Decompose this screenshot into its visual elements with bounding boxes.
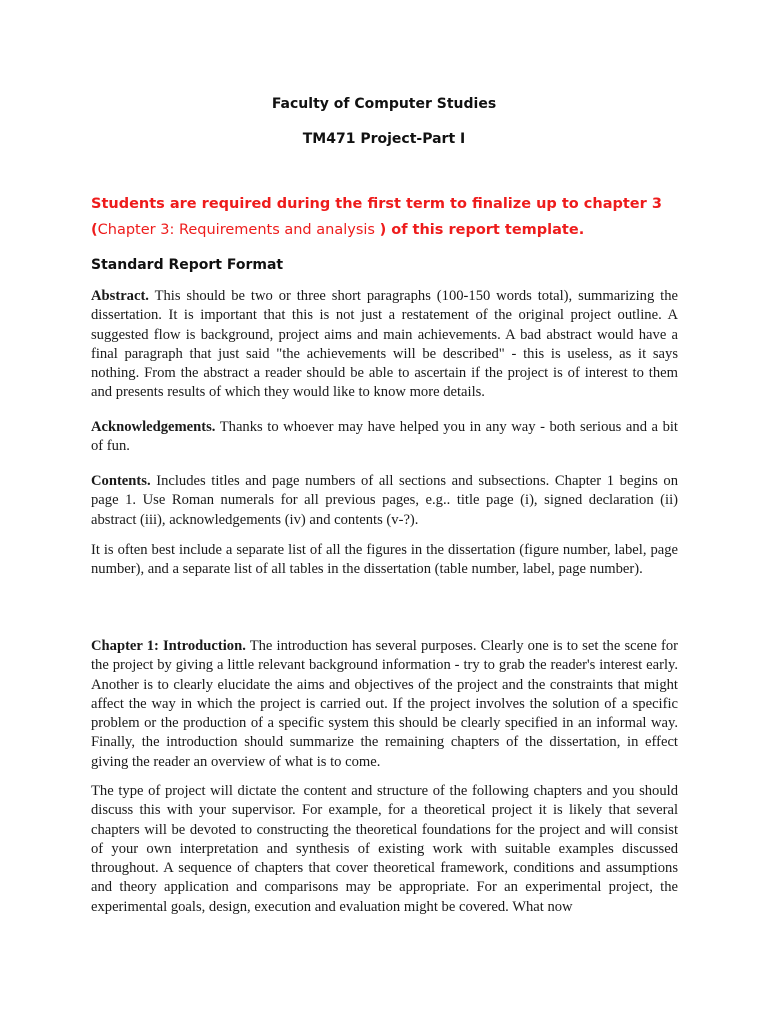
project-type-paragraph: [91, 782, 678, 917]
figures-paragraph: [91, 541, 678, 580]
figures-text: It is often best include a separate list of all the figures in the dissertation (figure number, label, page number), and a separate list of all tables in the dissertation (table number, label, page number).: [91, 542, 678, 578]
requirement-notice: [91, 191, 691, 243]
acknowledgements-text: Thanks to whoever may have helped you in any way - both serious and a bit of fun.: [91, 419, 678, 455]
notice-part-3: ) of this report template.: [379, 222, 585, 238]
chapter1-term: Chapter 1: Introduction.: [91, 638, 246, 654]
contents-term: Contents.: [91, 473, 151, 489]
contents-paragraph: [91, 472, 678, 530]
chapter1-paragraph: [91, 637, 678, 772]
contents-text: Includes titles and page numbers of all sections and subsections. Chapter 1 begins on page 1. Use Roman numerals for all previous pages, e.g.. title page (i), signed declaration (ii) abstract (iii), acknowledgements (iv) and contents (v-?).: [91, 473, 678, 528]
chapter1-text: The introduction has several purposes. Clearly one is to set the scene for the project by giving a little relevant background information - try to grab the reader's interest early. Another is to clearly elucidate the aims and objectives of the project and the constraints that might affect the way in which the project is carried out. If the project involves the solution of a specific problem or the production of a specific system this should be clearly specified in an informal way. Finally, the introduction should summarize the remaining chapters of the dissertation, in effect giving the reader an overview of what is to come.: [91, 638, 678, 770]
notice-part-1: Students are required during the first term to finalize up to chapter 3 (: [91, 196, 662, 238]
faculty-title: Faculty of Computer Studies: [271, 96, 497, 112]
notice-part-2: Chapter 3: Requirements and analysis: [97, 222, 380, 238]
course-title: TM471 Project-Part I: [302, 131, 466, 147]
abstract-text: This should be two or three short paragraphs (100-150 words total), summarizing the dissertation. It is important that this is not just a restatement of the original project outline. A suggested flow is background, project aims and main achievements. A bad abstract would have a final paragraph that just said "the achievements will be described" - this is useless, as it says nothing. From the abstract a reader should be able to ascertain if the project is of interest to them and presents results of which they would like to know more details.: [91, 288, 678, 401]
acknowledgements-term: Acknowledgements.: [91, 419, 216, 435]
abstract-term: Abstract.: [91, 288, 149, 304]
acknowledgements-paragraph: [91, 418, 678, 457]
project-type-text: The type of project will dictate the content and structure of the following chapters and you should discuss this with your supervisor. For example, for a theoretical project it is likely that several chapters will be devoted to constructing the theoretical foundations for the project and will consist of your own interpretation and synthesis of existing work with suitable examples discussed throughout. A sequence of chapters that cover theoretical framework, conditions and assumptions and theory application and comparisons may be appropriate. For an experimental project, the experimental goals, design, execution and evaluation might be covered. What now: [91, 783, 678, 915]
section-title: Standard Report Format: [91, 257, 284, 273]
abstract-paragraph: [91, 287, 678, 403]
